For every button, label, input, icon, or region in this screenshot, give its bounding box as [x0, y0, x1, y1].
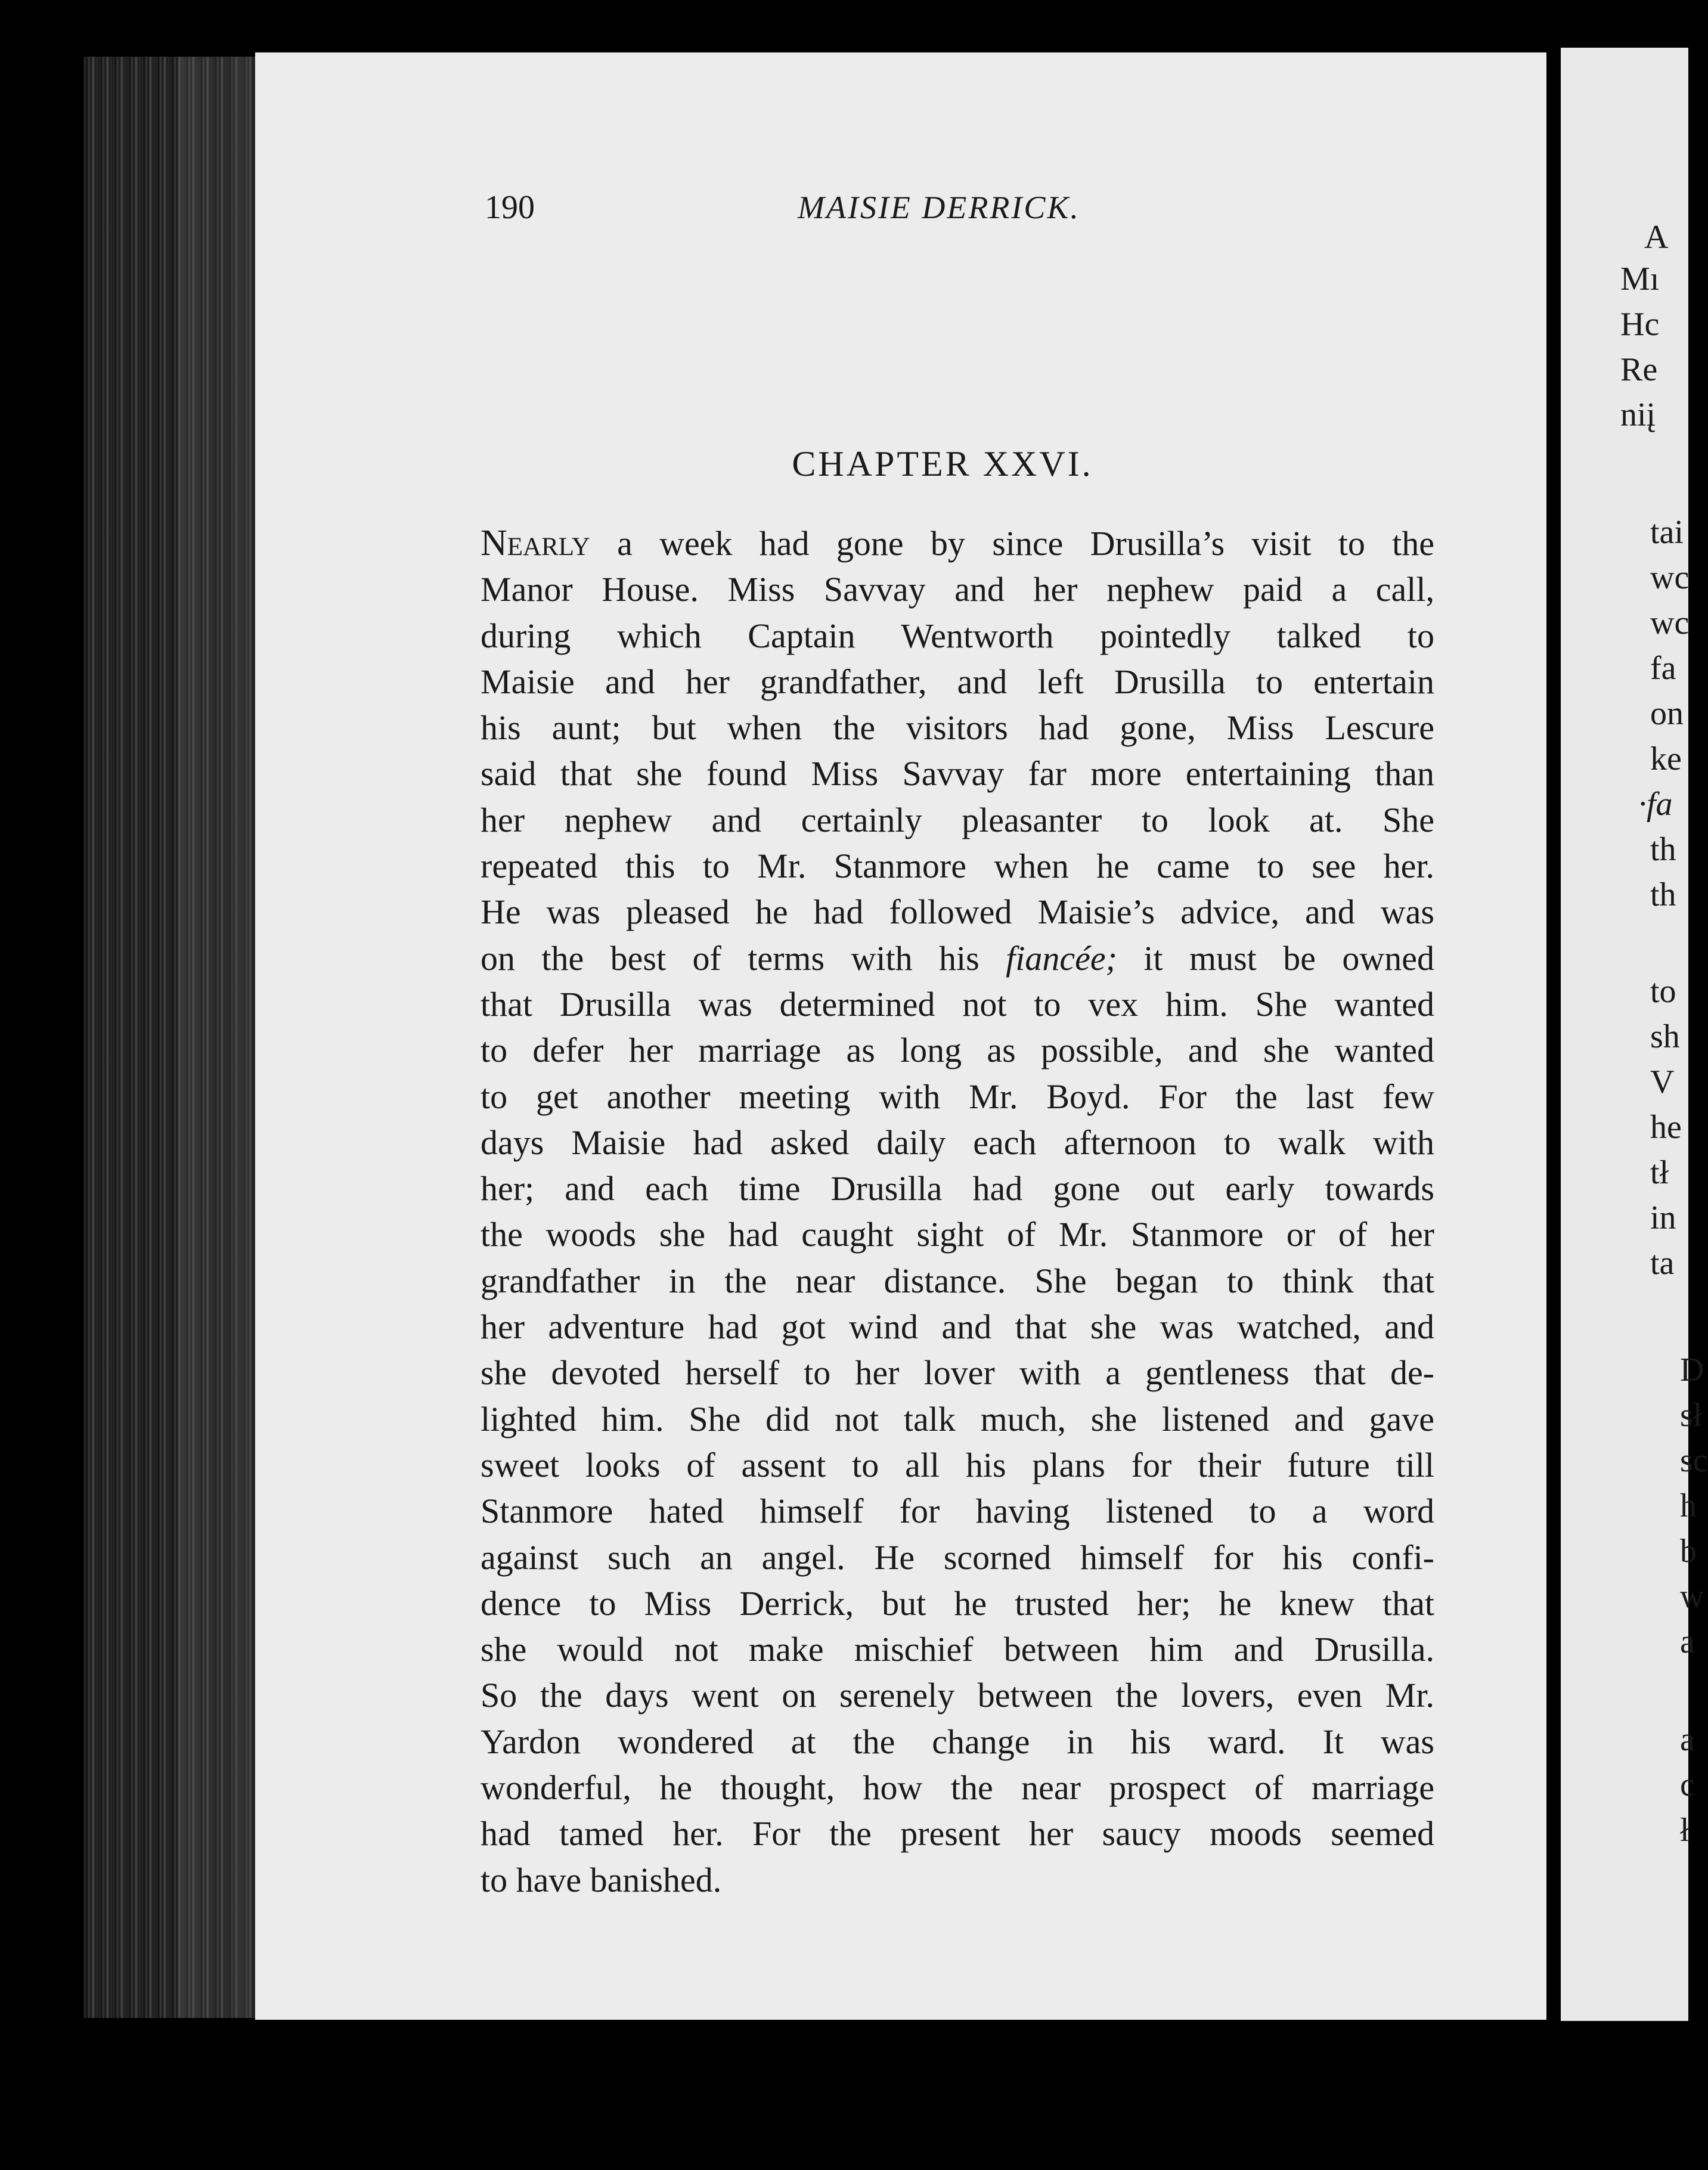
facing-fragment: Mı	[1620, 261, 1660, 297]
chapter-heading: CHAPTER XXVI.	[792, 444, 1093, 483]
text-line: the woods she had caught sight of Mr. Stanmore or of her	[481, 1215, 1434, 1254]
book-page-left	[255, 52, 1546, 2020]
text-line: to get another meeting with Mr. Boyd. For the last few	[481, 1077, 1434, 1116]
facing-fragment: sh	[1650, 1018, 1680, 1055]
text-line: repeated this to Mr. Stanmore when he came to see her.	[481, 847, 1434, 886]
chapter-text	[481, 520, 1434, 1903]
facing-fragment: c	[1680, 1766, 1695, 1803]
book-page-right-cropped	[1561, 48, 1708, 2021]
facing-fragment: sł	[1680, 1397, 1703, 1434]
text-line: said that she found Miss Savvay far more entertaining than	[481, 754, 1434, 793]
facing-fragment: Hc	[1620, 306, 1660, 343]
opening-small-caps: Nearly	[481, 523, 590, 563]
facing-fragment: b	[1680, 1533, 1697, 1570]
facing-fragment: sc	[1680, 1442, 1708, 1479]
facing-fragment: tai	[1650, 514, 1684, 551]
running-head	[255, 184, 1546, 231]
text-line: to have banished.	[481, 1860, 722, 1899]
facing-fragment: Re	[1620, 351, 1658, 388]
text-line: Stanmore hated himself for having listened to a word	[481, 1492, 1434, 1531]
text-line: Nearly a week had gone by since Drusilla’s visit to the	[481, 523, 1434, 563]
facing-fragment: niį	[1620, 396, 1656, 433]
text-line: that Drusilla was determined not to vex him. She wanted	[481, 984, 1434, 1024]
text-line: she would not make mischief between him and Drusilla.	[481, 1630, 1434, 1669]
text-line: her nephew and certainly pleasanter to look at. She	[481, 800, 1434, 839]
facing-fragment: D	[1680, 1351, 1704, 1388]
page-edges	[179, 57, 250, 2018]
text-line: dence to Miss Derrick, but he trusted her; he knew that	[481, 1583, 1434, 1623]
facing-fragment: V	[1650, 1064, 1675, 1100]
text-line: grandfather in the near distance. She began to think that	[481, 1261, 1434, 1300]
text-line: during which Captain Wentworth pointedly talked to	[481, 616, 1434, 655]
facing-fragment: th	[1650, 876, 1676, 913]
facing-fragment: tł	[1650, 1154, 1669, 1191]
facing-fragment: wc	[1650, 604, 1690, 641]
facing-fragment: ·fa	[1638, 786, 1673, 823]
facing-fragment: ta	[1650, 1245, 1675, 1282]
facing-fragment: a	[1680, 1623, 1695, 1660]
facing-fragment: on	[1650, 695, 1684, 732]
text-line: to defer her marriage as long as possible, and she wanted	[481, 1031, 1434, 1070]
facing-fragment: ke	[1650, 740, 1682, 777]
text-line: Yardon wondered at the change in his ward. It was	[481, 1722, 1434, 1761]
text-line: had tamed her. For the present her saucy moods seemed	[481, 1814, 1434, 1853]
text-line: lighted him. She did not talk much, she listened and gave	[481, 1399, 1434, 1439]
facing-fragment: h	[1680, 1487, 1697, 1524]
text-line: her; and each time Drusilla had gone out early towards	[481, 1169, 1434, 1208]
text-line: her adventure had got wind and that she was watched, and	[481, 1307, 1434, 1347]
text-line: on the best of terms with his fiancée; it must be owned	[481, 938, 1434, 978]
facing-fragment: a	[1680, 1721, 1695, 1758]
facing-fragment: in	[1650, 1199, 1676, 1236]
facing-fragment: wc	[1650, 559, 1690, 596]
facing-fragment: he	[1650, 1109, 1682, 1146]
facing-fragment: w	[1680, 1578, 1704, 1615]
facing-fragment: fa	[1650, 650, 1676, 687]
text-line: sweet looks of assent to all his plans for their future till	[481, 1445, 1434, 1484]
italic-word: fiancée;	[1006, 938, 1117, 978]
text-line: she devoted herself to her lover with a gentleness that de-	[481, 1353, 1434, 1393]
text-line: his aunt; but when the visitors had gone, Miss Lescure	[481, 708, 1434, 748]
page-number: 190	[485, 189, 535, 226]
text-line: against such an angel. He scorned himself for his confi-	[481, 1537, 1434, 1577]
text-line: wonderful, he thought, how the near prospect of marriage	[481, 1768, 1434, 1808]
text-line: He was pleased he had followed Maisie’s advice, and was	[481, 892, 1434, 932]
facing-fragment: ł	[1680, 1812, 1690, 1849]
text-line: Maisie and her grandfather, and left Drusilla to entertain	[481, 662, 1434, 701]
facing-fragment: th	[1650, 831, 1676, 868]
running-title: MAISIE DERRICK.	[798, 190, 1080, 225]
facing-fragment: to	[1650, 973, 1676, 1010]
text-line: Manor House. Miss Savvay and her nephew paid a call,	[481, 570, 1434, 609]
facing-fragment: A	[1644, 219, 1669, 256]
text-line: days Maisie had asked daily each afternoon to walk with	[481, 1123, 1434, 1162]
text-line: So the days went on serenely between the lovers, even Mr.	[481, 1676, 1434, 1715]
